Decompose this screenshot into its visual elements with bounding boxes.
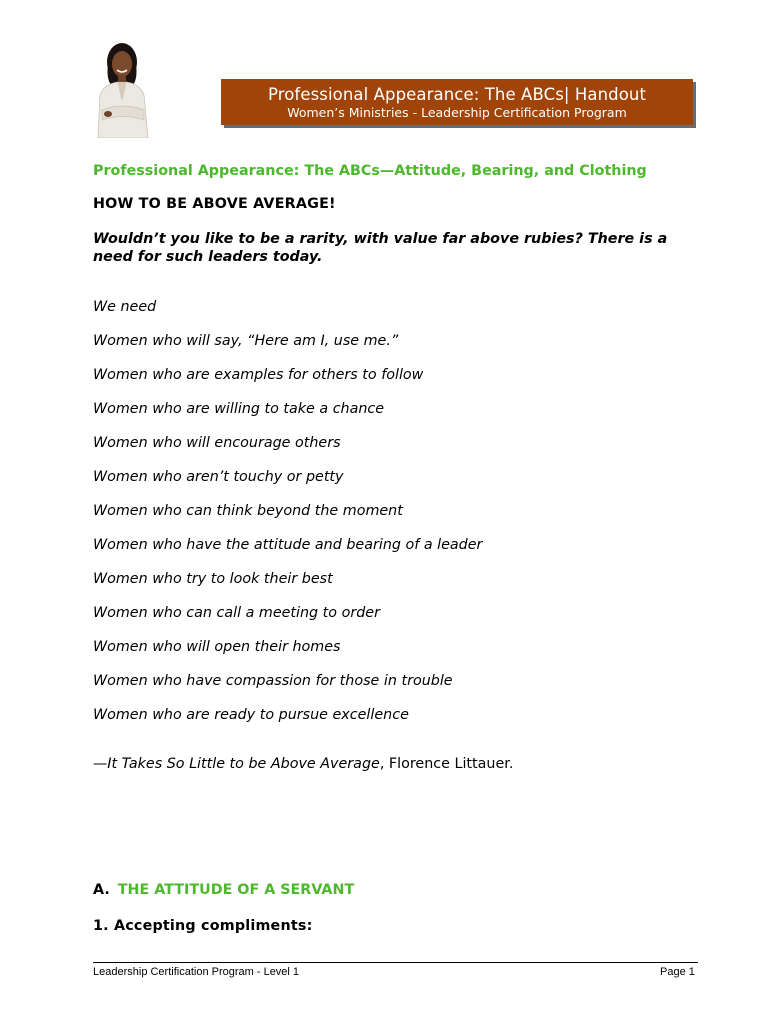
list-item: Women who are examples for others to follow [93, 367, 424, 383]
footer-divider [93, 962, 698, 963]
book-title: —It Takes So Little to be Above Average [93, 756, 380, 772]
program-subtitle: Women’s Ministries - Leadership Certification Program [287, 105, 627, 120]
handout-title: Professional Appearance: The ABCs| Handout [267, 85, 647, 104]
list-item: We need [93, 299, 157, 315]
we-need-list [93, 297, 482, 739]
intro-question: Wouldn’t you like to be a rarity, with value far above rubies? There is a need for such leaders today. [93, 231, 668, 265]
author: , Florence Littauer. [379, 756, 514, 772]
heading-above-average: HOW TO BE ABOVE AVERAGE! [93, 196, 336, 212]
list-item: Women who can call a meeting to order [93, 605, 380, 621]
footer-program: Leadership Certification Program - Level 1 [93, 966, 300, 978]
section-a-label: THE ATTITUDE OF A SERVANT [117, 882, 355, 898]
list-item: Women who try to look their best [93, 571, 333, 587]
list-item: Women who will open their homes [93, 639, 341, 655]
list-item: Women who will say, “Here am I, use me.” [93, 333, 399, 349]
list-item: Women who will encourage others [93, 435, 341, 451]
list-item: Women who have compassion for those in trouble [93, 673, 453, 689]
section-a-heading [93, 882, 354, 898]
title-banner [221, 79, 693, 125]
quote-attribution [93, 756, 513, 772]
woman-portrait-image [88, 40, 158, 138]
list-item: Women who are willing to take a chance [93, 401, 385, 417]
list-item: Women who have the attitude and bearing of a leader [93, 537, 483, 553]
section-title: Professional Appearance: The ABCs—Attitude, Bearing, and Clothing [93, 163, 647, 179]
list-item: Women who can think beyond the moment [93, 503, 403, 519]
page-number: Page 1 [660, 966, 695, 978]
list-item: Women who aren’t touchy or petty [93, 469, 344, 485]
section-letter: A. [93, 882, 110, 898]
item-1-heading: 1. Accepting compliments: [93, 918, 313, 934]
list-item: Women who are ready to pursue excellence [93, 707, 409, 723]
